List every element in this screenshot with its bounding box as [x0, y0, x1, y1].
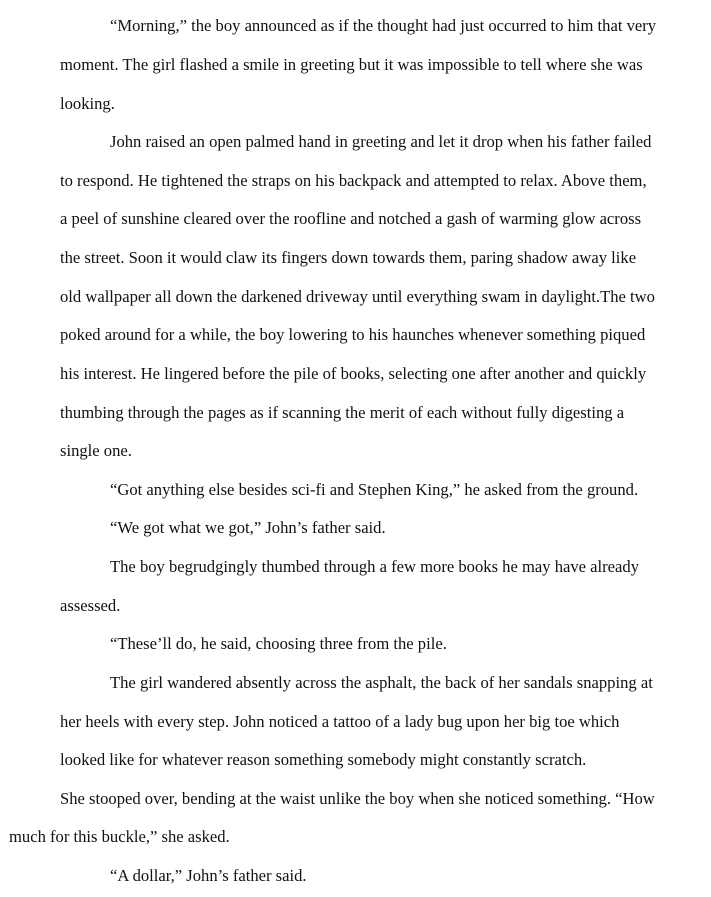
text-line: to respond. He tightened the straps on his backpack and attempted to relax. Above them, [60, 171, 647, 190]
text-line: looked like for whatever reason something somebody might constantly scratch. [60, 750, 587, 769]
text-line: “Got anything else besides sci-fi and Stephen King,” he asked from the ground. [110, 480, 639, 499]
text-line: The boy begrudgingly thumbed through a few more books he may have already [110, 557, 640, 576]
text-line: “Morning,” the boy announced as if the thought had just occurred to him that very [110, 16, 657, 35]
text-line: John raised an open palmed hand in greeting and let it drop when his father failed [110, 132, 652, 151]
text-line: the street. Soon it would claw its fingers down towards them, paring shadow away like [60, 248, 637, 267]
text-line: “We got what we got,” John’s father said. [110, 518, 386, 537]
text-line: poked around for a while, the boy lowering to his haunches whenever something piqued [60, 325, 646, 344]
text-line: “These’ll do, he said, choosing three from the pile. [110, 634, 447, 653]
text-line: much for this buckle,” she asked. [9, 827, 230, 846]
text-line: looking. [60, 94, 115, 113]
text-line: single one. [60, 441, 132, 460]
text-line: old wallpaper all down the darkened driveway until everything swam in daylight.The two [60, 287, 655, 306]
text-line: his interest. He lingered before the pile of books, selecting one after another and quickly [60, 364, 647, 383]
text-line: moment. The girl flashed a smile in greeting but it was impossible to tell where she was [60, 55, 643, 74]
text-line: The girl wandered absently across the asphalt, the back of her sandals snapping at [110, 673, 653, 692]
text-line: She stooped over, bending at the waist unlike the boy when she noticed something. “How [60, 789, 655, 808]
text-line: a peel of sunshine cleared over the roofline and notched a gash of warming glow across [60, 209, 642, 228]
text-line: “A dollar,” John’s father said. [110, 866, 307, 885]
text-line: thumbing through the pages as if scanning the merit of each without fully digesting a [60, 403, 625, 422]
text-line: assessed. [60, 596, 121, 615]
text-line: her heels with every step. John noticed a tattoo of a lady bug upon her big toe which [60, 712, 620, 731]
